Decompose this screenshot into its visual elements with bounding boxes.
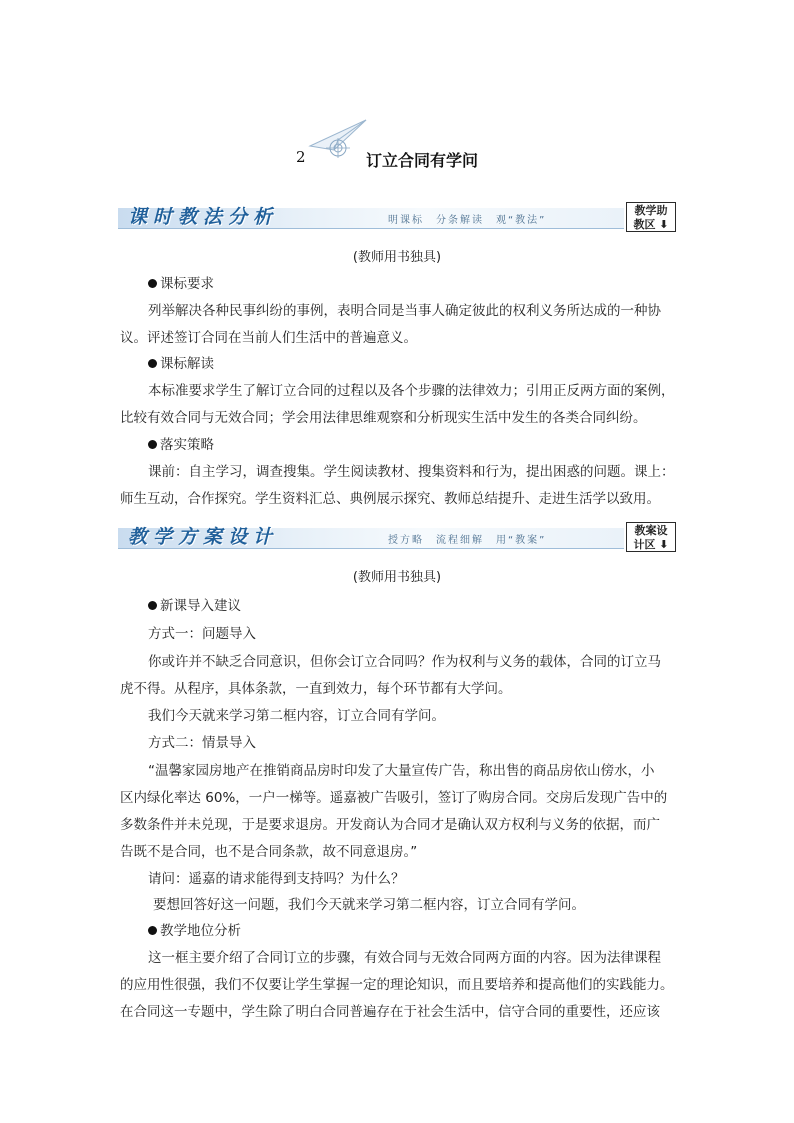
tag-line: 教区 ⬇	[633, 218, 669, 231]
paragraph-line: 你或许并不缺乏合同意识，但你会订立合同吗？作为权利与义务的载体，合同的订立马	[148, 654, 661, 670]
paper-plane-target-icon	[308, 116, 368, 160]
paragraph-line: “温馨家园房地产在推销商品房时印发了大量宣传广告，称出售的商品房依山傍水，小	[148, 763, 655, 779]
paragraph-line: 列举解决各种民事纠纷的事例，表明合同是当事人确定彼此的权利义务所达成的一种协	[148, 303, 661, 319]
heading-text: 教学地位分析	[160, 923, 241, 939]
tag-line: 教学助	[634, 204, 668, 217]
method-label: 方式一：问题导入	[148, 626, 256, 642]
teaching-aid-tag	[626, 202, 676, 232]
paragraph-line: 课前：自主学习，调查搜集。学生阅读教材、搜集资料和行为，提出困惑的问题。课上：	[148, 464, 675, 480]
section-heading	[148, 352, 214, 372]
banner-title: 课时教法分析	[128, 206, 279, 228]
section-banner-teaching-plan	[118, 522, 680, 552]
paragraph-line: 的应用性很强，我们不仅要让学生掌握一定的理论知识，而且要培养和提高他们的实践能力。	[120, 977, 674, 993]
heading-text: 新课导入建议	[160, 598, 241, 614]
bullet-icon	[148, 926, 157, 935]
paragraph-line: 这一框主要介绍了合同订立的步骤，有效合同与无效合同两方面的内容。因为法律课程	[148, 950, 661, 966]
teacher-note: (教师用书独具)	[352, 250, 442, 265]
paragraph-line: 本标准要求学生了解订立合同的过程以及各个步骤的法律效力；引用正反两方面的案例，	[148, 383, 675, 399]
banner-slogan: 明课标 分条解读 观“教法”	[388, 215, 547, 226]
paragraph-line: 多数条件并未兑现，于是要求退房。开发商认为合同才是确认双方权利与义务的依据，而广	[120, 817, 660, 833]
question-line: 请问：遥嘉的请求能得到支持吗？为什么？	[148, 871, 405, 887]
tag-line: 教案设	[634, 524, 668, 537]
paragraph-line: 虎不得。从程序，具体条款，一直到效力，每个环节都有大学问。	[120, 681, 512, 697]
paragraph-line: 我们今天就来学习第二框内容，订立合同有学问。	[148, 708, 445, 724]
section-heading	[148, 919, 241, 939]
method-label: 方式二：情景导入	[148, 735, 256, 751]
paragraph-line: 要想回答好这一问题，我们今天就来学习第二框内容，订立合同有学问。	[153, 897, 585, 913]
section-heading	[148, 433, 214, 453]
section-heading	[148, 594, 241, 614]
heading-text: 课标解读	[160, 356, 214, 372]
heading-text: 落实策略	[160, 437, 214, 453]
lesson-number: 2	[296, 148, 306, 166]
bullet-icon	[148, 440, 157, 449]
paragraph-line: 师生互动，合作探究。学生资料汇总、典例展示探究、教师总结提升、走进生活学以致用。	[120, 491, 660, 507]
bullet-icon	[148, 359, 157, 368]
lesson-plan-tag	[626, 522, 676, 552]
paragraph-line: 在合同这一专题中，学生除了明白合同普遍存在于社会生活中，信守合同的重要性，还应该	[120, 1004, 660, 1020]
banner-slogan: 授方略 流程细解 用“教案”	[388, 535, 547, 546]
teacher-note: (教师用书独具)	[352, 570, 442, 585]
tag-line: 计区 ⬇	[633, 538, 669, 551]
lesson-title: 订立合同有学问	[366, 151, 479, 170]
paragraph-line: 议。评述签订合同在当前人们生活中的普遍意义。	[120, 330, 417, 346]
banner-title: 教学方案设计	[128, 526, 279, 548]
paragraph-line: 区内绿化率达 60%，一户一梯等。遥嘉被广告吸引，签订了购房合同。交房后发现广告中的	[120, 790, 668, 806]
bullet-icon	[148, 279, 157, 288]
section-banner-teaching-analysis	[118, 202, 680, 232]
bullet-icon	[148, 601, 157, 610]
paragraph-line: 比较有效合同与无效合同；学会用法律思维观察和分析现实生活中发生的各类合同纠纷。	[120, 410, 647, 426]
heading-text: 课标要求	[160, 276, 214, 292]
paragraph-line: 告既不是合同，也不是合同条款，故不同意退房。”	[120, 844, 418, 860]
section-heading	[148, 272, 214, 292]
